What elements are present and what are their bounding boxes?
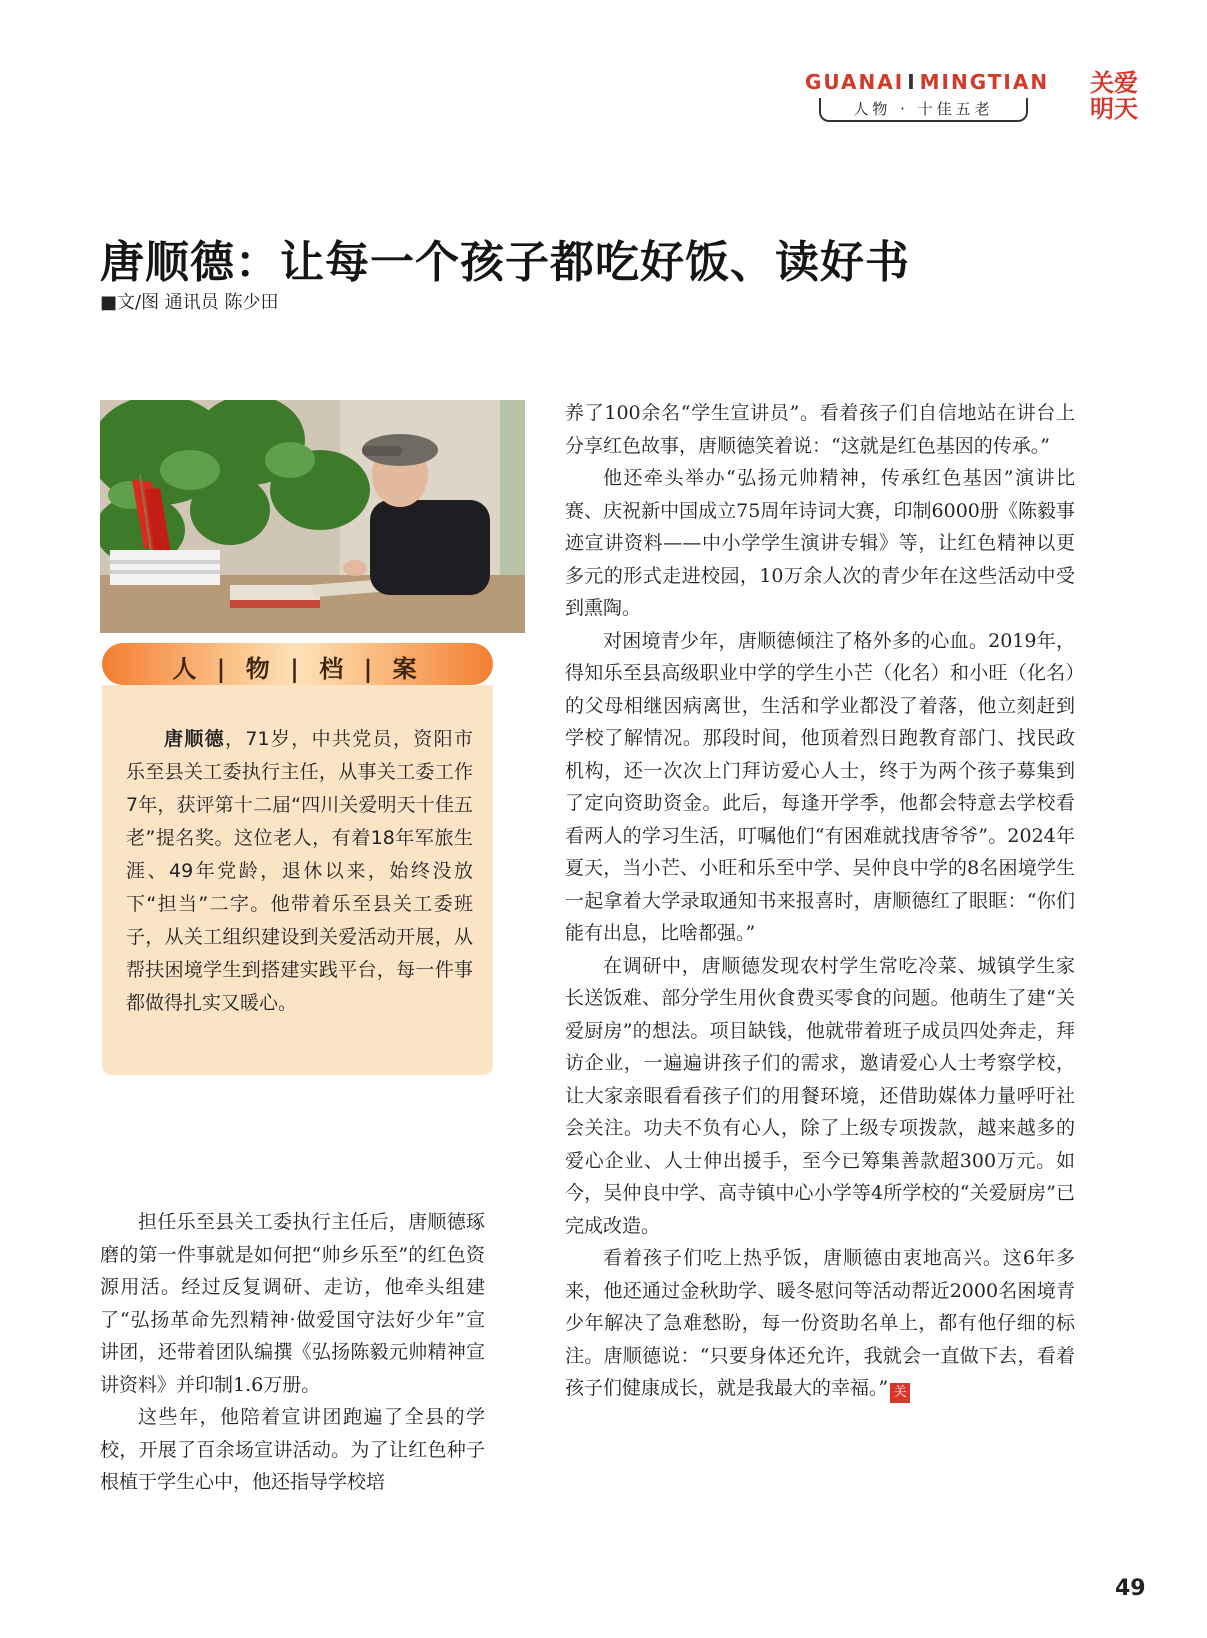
brand-wordmark: GUANAI I MINGTIAN <box>805 70 1050 94</box>
paragraph: 在调研中，唐顺德发现农村学生常吃冷菜、城镇学生家长送饭难、部分学生用伙食费买零食的问题。他萌生了建“关爱厨房”的想法。项目缺钱，他就带着班子成员四处奔走，拜访企业，一遍遍讲孩子们的需求，邀请爱心人士考察学校，让大家亲眼看看孩子们的用餐环境，还借助媒体力量呼吁社会关注。功夫不负有心人，除了上级专项拨款，越来越多的爱心企业、人士伸出援手，至今已筹集善款超300万元。如今，吴仲良中学、高寺镇中心小学等4所学校的“关爱厨房”已完成改造。 <box>565 954 1075 1237</box>
magazine-logo: 关爱 明天 <box>1090 69 1138 123</box>
paragraph: 这些年，他陪着宣讲团跑遍了全县的学校，开展了百余场宣讲活动。为了让红色种子根植于学生心中，他还指导学校培 <box>100 1406 485 1493</box>
paragraph: 担任乐至县关工委执行主任后，唐顺德琢磨的第一件事就是如何把“帅乡乐至”的红色资源用活。经过反复调研、走访，他牵头组建了“弘扬革命先烈精神·做爱国守法好少年”宣讲团，还带着团队编撰《弘扬陈毅元帅精神宣讲资料》并印制1.6万册。 <box>100 1211 485 1396</box>
page-number: 49 <box>1115 1576 1146 1601</box>
profile-heading: 人 | 物 | 档 | 案 <box>102 643 493 685</box>
portrait-photo <box>100 400 525 633</box>
section-caption: 人物 · 十佳五老 <box>819 98 1028 122</box>
article-title: 唐顺德：让每一个孩子都吃好饭、读好书 <box>100 237 910 288</box>
end-mark-icon: 关 <box>890 1383 910 1403</box>
article-byline: ■文/图 通讯员 陈少田 <box>100 292 279 313</box>
last-paragraph <box>565 1242 1075 1405</box>
header-brand <box>805 70 1135 130</box>
profile-name: 唐顺德 <box>164 728 226 750</box>
body-left-column <box>100 1206 485 1499</box>
profile-text <box>126 723 473 1020</box>
profile-box <box>102 685 493 1075</box>
paragraph-text: 看着孩子们吃上热乎饭，唐顺德由衷地高兴。这6年多来，他还通过金秋助学、暖冬慰问等活动帮近2000名困境青少年解决了急难愁盼，每一份资助名单上，都有他仔细的标注。唐顺德说：“只要身体还允许，我就会一直做下去，看着孩子们健康成长，就是我最大的幸福。” <box>565 1247 1075 1399</box>
profile-body: ，71岁，中共党员，资阳市乐至县关工委执行主任，从事关工委工作7年，获评第十二届“四川关爱明天十佳五老”提名奖。这位老人，有着18年军旅生涯、49年党龄，退休以来，始终没放下“担当”二字。他带着乐至县关工委班子，从关工组织建设到关爱活动开展，从帮扶困境学生到搭建实践平台，每一件事都做得扎实又暖心。 <box>126 728 473 1014</box>
body-right-column <box>565 397 1075 1405</box>
paragraph: 他还牵头举办“弘扬元帅精神，传承红色基因”演讲比赛、庆祝新中国成立75周年诗词大赛，印制6000册《陈毅事迹宣讲资料——中小学学生演讲专辑》等，让红色精神以更多元的形式走进校园，10万余人次的青少年在这些活动中受到熏陶。 <box>565 467 1075 619</box>
paragraph: 对困境青少年，唐顺德倾注了格外多的心血。2019年，得知乐至县高级职业中学的学生小芒（化名）和小旺（化名）的父母相继因病离世，生活和学业都没了着落，他立刻赶到学校了解情况。那段时间，他顶着烈日跑教育部门、找民政机构，还一次次上门拜访爱心人士，终于为两个孩子募集到了定向资助资金。此后，每逢开学季，他都会特意去学校看看两人的学习生活，叮嘱他们“有困难就找唐爷爷”。2024年夏天，当小芒、小旺和乐至中学、吴仲良中学的8名困境学生一起拿着大学录取通知书来报喜时，唐顺德红了眼眶：“你们能有出息，比啥都强。” <box>565 629 1075 944</box>
paragraph: 养了100余名“学生宣讲员”。看着孩子们自信地站在讲台上分享红色故事，唐顺德笑着说：“这就是红色基因的传承。” <box>565 402 1075 457</box>
